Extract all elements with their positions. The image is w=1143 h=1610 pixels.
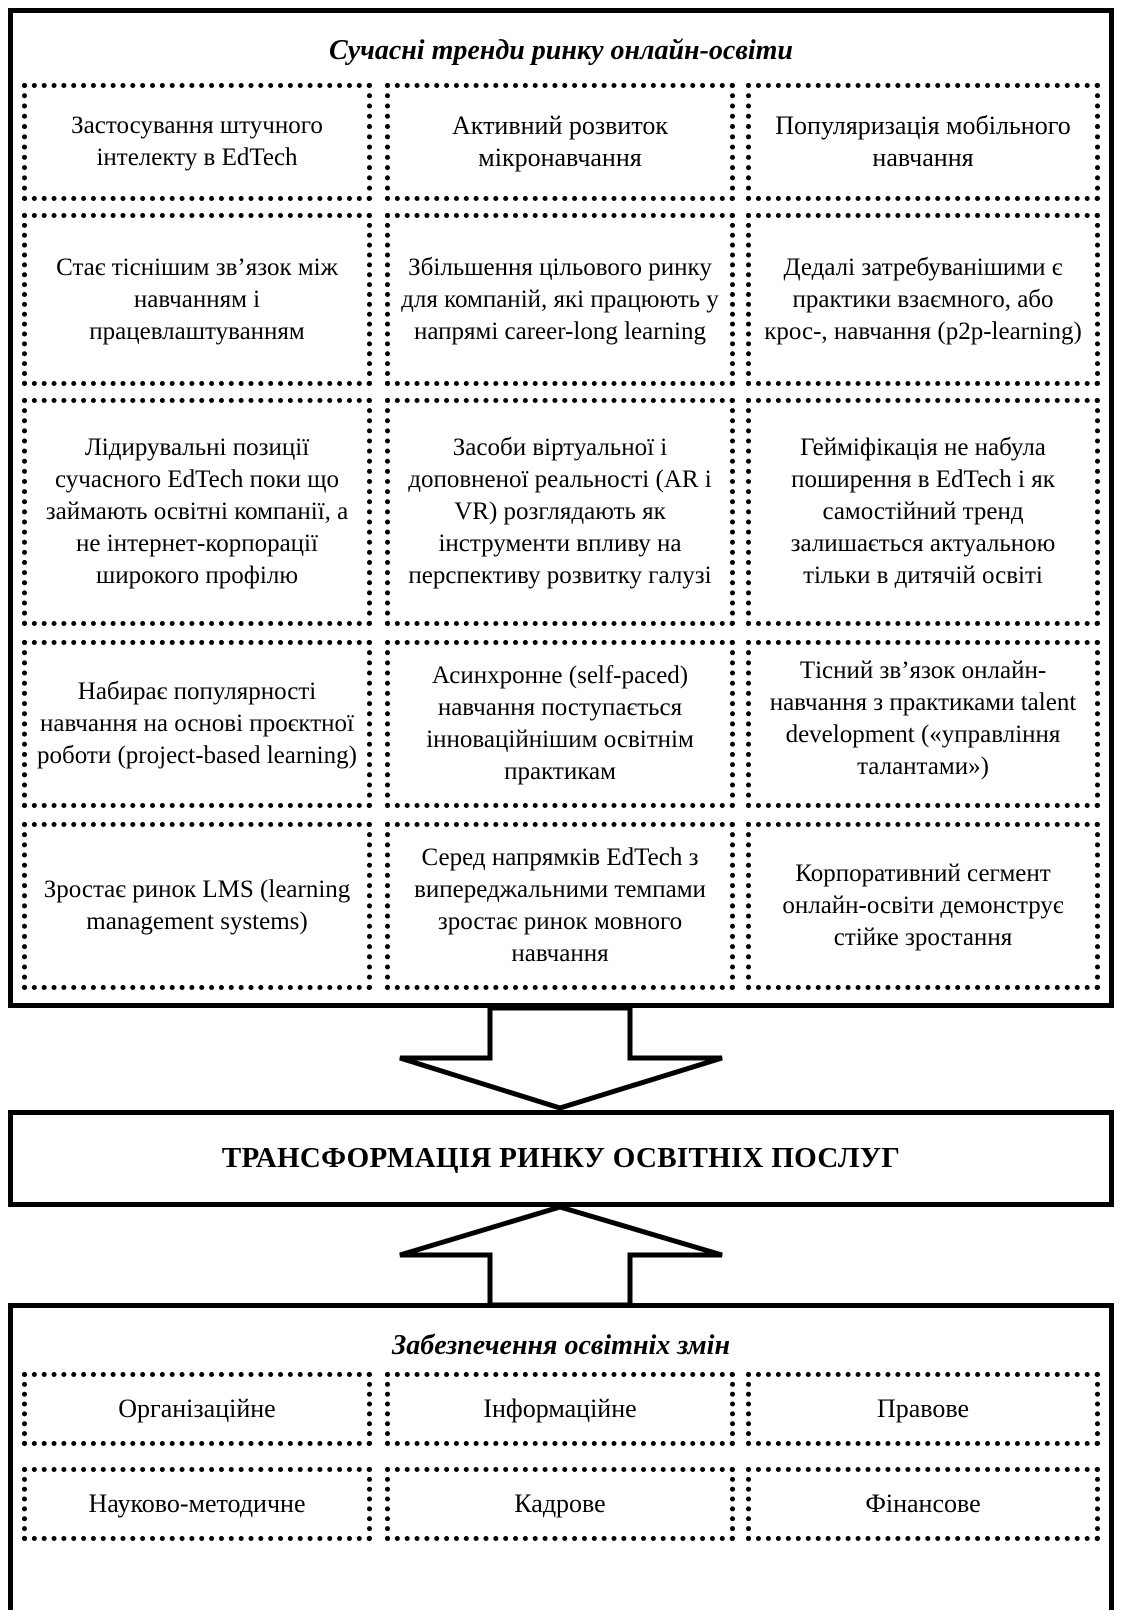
trend-cell: Лідирувальні позиції сучасного EdTech поки що займають освітні компанії, а не інтернет-корпорації широкого профілю xyxy=(22,398,372,626)
support-frame xyxy=(8,1303,1114,1610)
trend-cell: Асинхронне (self-paced) навчання поступається інноваційнішим освітнім практикам xyxy=(385,640,735,808)
trend-cell: Збільшення цільового ринку для компаній, які працюють у напрямі career-long learning xyxy=(385,213,735,386)
transformation-box xyxy=(8,1110,1114,1207)
trend-cell: Засоби віртуальної і доповненої реальності (AR і VR) розглядають як інструменти впливу на перспективу розвитку галузі xyxy=(385,398,735,626)
support-cell: Організаційне xyxy=(22,1372,372,1446)
support-cell: Фінансове xyxy=(746,1467,1100,1541)
trend-cell: Зростає ринок LMS (learning management systems) xyxy=(22,822,372,990)
trend-cell: Дедалі затребуванішими є практики взаємного, або крос-, навчання (p2p-learning) xyxy=(746,213,1100,386)
trend-cell: Корпоративний сегмент онлайн-освіти демонструє стійке зростання xyxy=(746,822,1100,990)
trend-cell: Застосування штучного інтелекту в EdTech xyxy=(22,83,372,201)
trend-cell: Тісний зв’язок онлайн-навчання з практиками talent development («управління талантами») xyxy=(746,640,1100,808)
trend-cell: Гейміфікація не набула поширення в EdTech і як самостійний тренд залишається актуальною тільки в дитячій освіті xyxy=(746,398,1100,626)
trend-cell: Активний розвиток мікронавчання xyxy=(385,83,735,201)
support-cell: Правове xyxy=(746,1372,1100,1446)
trend-cell: Популяризація мобільного навчання xyxy=(746,83,1100,201)
support-cell: Науково-методичне xyxy=(22,1467,372,1541)
trend-cell: Стає тіснішим зв’язок між навчанням і працевлаштуванням xyxy=(22,213,372,386)
trend-cell: Набирає популярності навчання на основі проєктної роботи (project-based learning) xyxy=(22,640,372,808)
support-cell: Кадрове xyxy=(385,1467,735,1541)
trend-cell: Серед напрямків EdTech з випереджальними темпами зростає ринок мовного навчання xyxy=(385,822,735,990)
transformation-label: ТРАНСФОРМАЦІЯ РИНКУ ОСВІТНІХ ПОСЛУГ xyxy=(221,1142,901,1174)
trends-title: Сучасні тренди ринку онлайн-освіти xyxy=(329,35,793,66)
support-title: Забезпечення освітніх змін xyxy=(391,1330,731,1361)
support-cell: Інформаційне xyxy=(385,1372,735,1446)
